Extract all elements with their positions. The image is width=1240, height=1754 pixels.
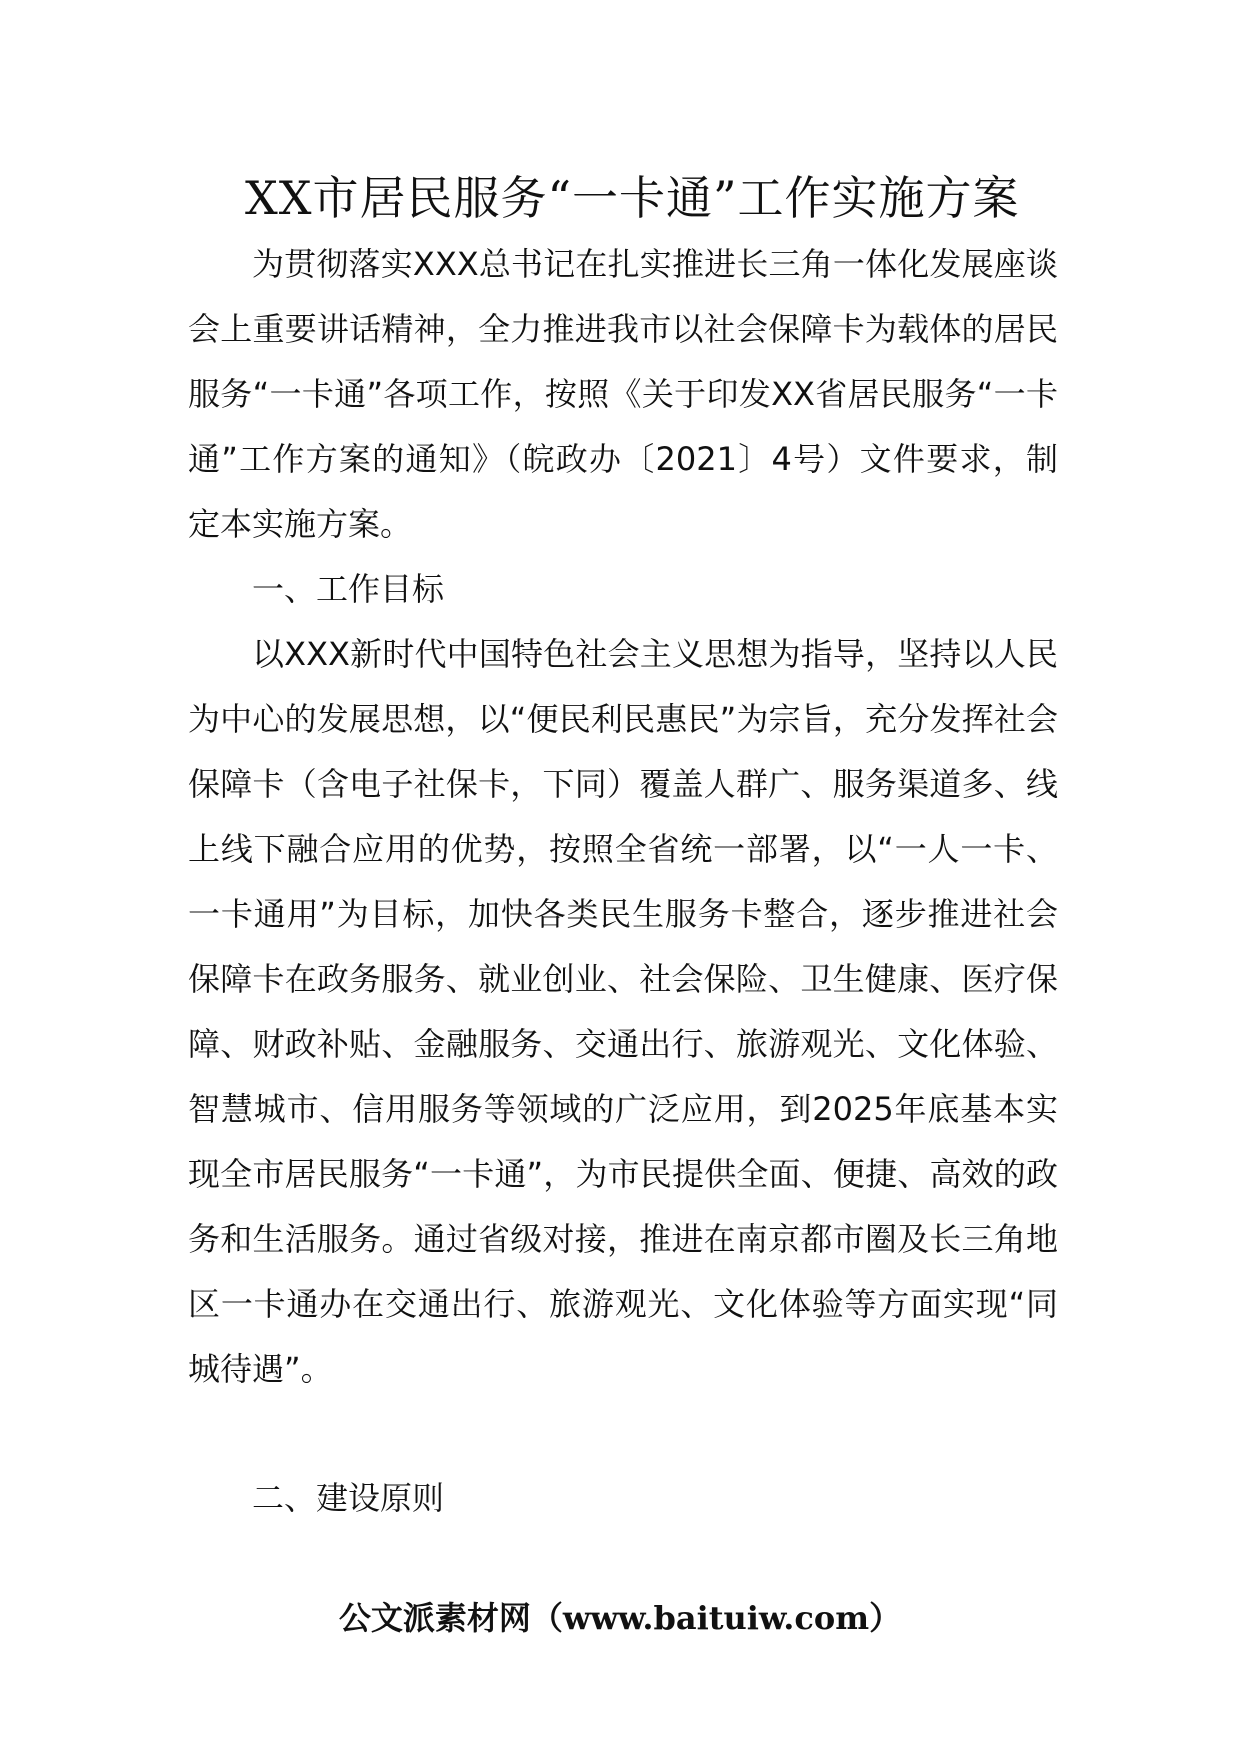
- goals-paragraph: 以XXX新时代中国特色社会主义思想为指导，坚持以人民为中心的发展思想，以“便民利民惠民”为宗旨，充分发挥社会保障卡（含电子社保卡，下同）覆盖人群广、服务渠道多、线上线下融合应用的优势，按照全省统一部署，以“一人一卡、一卡通用”为目标，加快各类民生服务卡整合，逐步推进社会保障卡在政务服务、就业创业、社会保险、卫生健康、医疗保障、财政补贴、金融服务、交通出行、旅游观光、文化体验、智慧城市、信用服务等领域的广泛应用，到2025年底基本实现全市居民服务“一卡通”，为市民提供全面、便捷、高效的政务和生活服务。通过省级对接，推进在南京都市圈及长三角地区一卡通办在交通出行、旅游观光、文化体验等方面实现“同城待遇”。: [188, 635, 1058, 1388]
- document-title: XX市居民服务“一卡通”工作实施方案: [245, 171, 1020, 225]
- intro-paragraph: 为贯彻落实XXX总书记在扎实推进长三角一体化发展座谈会上重要讲话精神，全力推进我市以社会保障卡为载体的居民服务“一卡通”各项工作，按照《关于印发XX省居民服务“一卡通”工作方案的通知》（皖政办〔2021〕4号）文件要求，制定本实施方案。: [188, 245, 1058, 543]
- section-heading-principles: 二、建设原则: [252, 1479, 445, 1517]
- page-footer: 公文派素材网（www.baituiw.com）: [338, 1599, 902, 1637]
- section-heading-goals: 一、工作目标: [252, 570, 445, 608]
